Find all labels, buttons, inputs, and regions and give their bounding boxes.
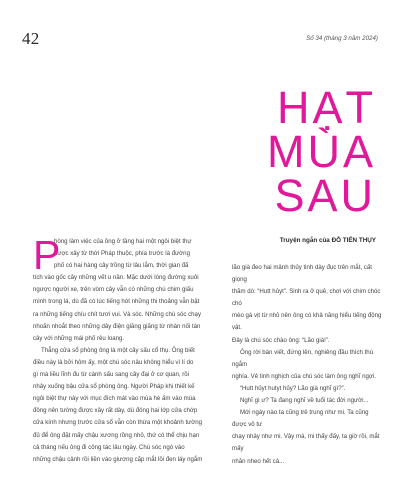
byline-author: ĐỖ TIẾN THỤY — [331, 237, 376, 244]
text-line: nhoăn nhoắt theo những dây điện giăng giăng từ nhàn nối tán — [33, 322, 201, 330]
story-title — [267, 82, 376, 221]
text-line: được xây từ thời Pháp thuộc, phía trước là đường — [54, 250, 190, 258]
text-line: Đây là chú sóc chào ông: “Lão già!”. — [232, 336, 330, 344]
text-line: chạy nhảy như mi. Vậy mà, mi thấy đấy, ta giờ rồi, mắt mấy — [232, 433, 380, 453]
text-line: Mới ngày nào ta cũng trẻ trung như mi. Ta cũng được vô tư — [232, 409, 369, 429]
title-line-3: SAU — [274, 170, 376, 221]
text-line: nhảy xuống bậu cửa sổ phòng ông. Người Pháp khi thiết kế — [33, 383, 195, 391]
text-line: mình trong lá, dù đã có lúc tiếng hót những thi thoảng vẫn bật — [33, 298, 200, 306]
text-line: điều này là bởi hôm ấy, một chú sóc nâu không hiểu vì lí do — [33, 358, 194, 366]
byline-prefix: Truyện ngắn của — [279, 237, 332, 244]
text-line: ngôi biệt thự này với mục đích mát vào mùa hè ấm vào mùa — [33, 395, 196, 403]
title-line-2: MÙA — [267, 126, 376, 177]
dropcap: P — [33, 232, 61, 278]
issue-label: Số 34 (tháng 3 năm 2024) — [306, 35, 378, 42]
text-line: những chậu cảnh rồi liền vào giương cặp mắt lồi đen láy ngắm — [33, 455, 203, 463]
text-line: “Hutt hủyt hutyt hủy? Lão già nghĩ gì?”. — [240, 384, 346, 392]
text-line: mèo gà vịt từ nhỏ nên ông có khả năng hiểu tiếng động vật. — [232, 312, 382, 332]
text-line: cây với những mái phố rêu loang. — [33, 334, 125, 342]
text-line: cửa kính nhưng trước cửa sổ vẫn còn thừa một khoảnh tường — [33, 419, 202, 427]
text-line: gì mà liều lĩnh đu từ cành sấu sang cây đại ở cơ quan, rồi — [33, 371, 190, 379]
text-line: phố có hai hàng cây trồng từ lâu lắm, thời gian đã — [54, 262, 189, 270]
text-line: ngược người xe, trên vòm cây vẫn có những chú chim giấu — [33, 286, 194, 294]
text-line: Nghĩ gì ư? Ta đang nghĩ về tuổi tác đời người... — [240, 397, 369, 405]
text-line: nghía. Vẻ tinh nghịch của chú sóc làm ông nghĩ ngợi. — [232, 372, 376, 380]
text-line: Thẳng cửa sổ phòng ông là một cây sấu cổ thụ. Ông biết — [41, 346, 195, 354]
text-line: lão già đeo hai mảnh thủy tinh dày đục trên mắt, cất giọng — [232, 264, 372, 284]
page-number: 42 — [22, 29, 40, 48]
text-line: cả tháng nếu ông đi công tác lâu ngày. Chú sóc ngó vào — [33, 443, 185, 451]
text-line: đủ để ông đặt mấy chậu xương rồng nhỏ, thứ có thể chịu hạn — [33, 431, 200, 439]
text-line: đông nên tường được xây rất dày, dù đóng hai lớp cửa chớp — [33, 407, 198, 415]
text-line: nhăn nheo hết cả... — [232, 457, 285, 465]
article-left-column — [33, 232, 211, 466]
byline — [280, 237, 376, 244]
text-line: hòng làm việc của ông ở tầng hai một ngôi biệt thự — [54, 238, 192, 245]
text-line: ra những tiếng chíu chít tươi vui. Và sóc. Những chú sóc chạy — [33, 310, 201, 318]
title-line-1: HẠT — [277, 82, 376, 133]
text-line: thăm dò: “Hutt hủyt”. Sinh ra ở quê, chơi với chim chóc chó — [232, 288, 381, 308]
text-line: Ông rời bàn viết, đứng lên, nghiêng đầu thích thú ngắm — [232, 348, 374, 368]
article-right-column — [232, 262, 382, 468]
text-line: tích vào gốc cây những vết u nần. Mặc dưới lòng đường xuôi — [33, 274, 199, 282]
